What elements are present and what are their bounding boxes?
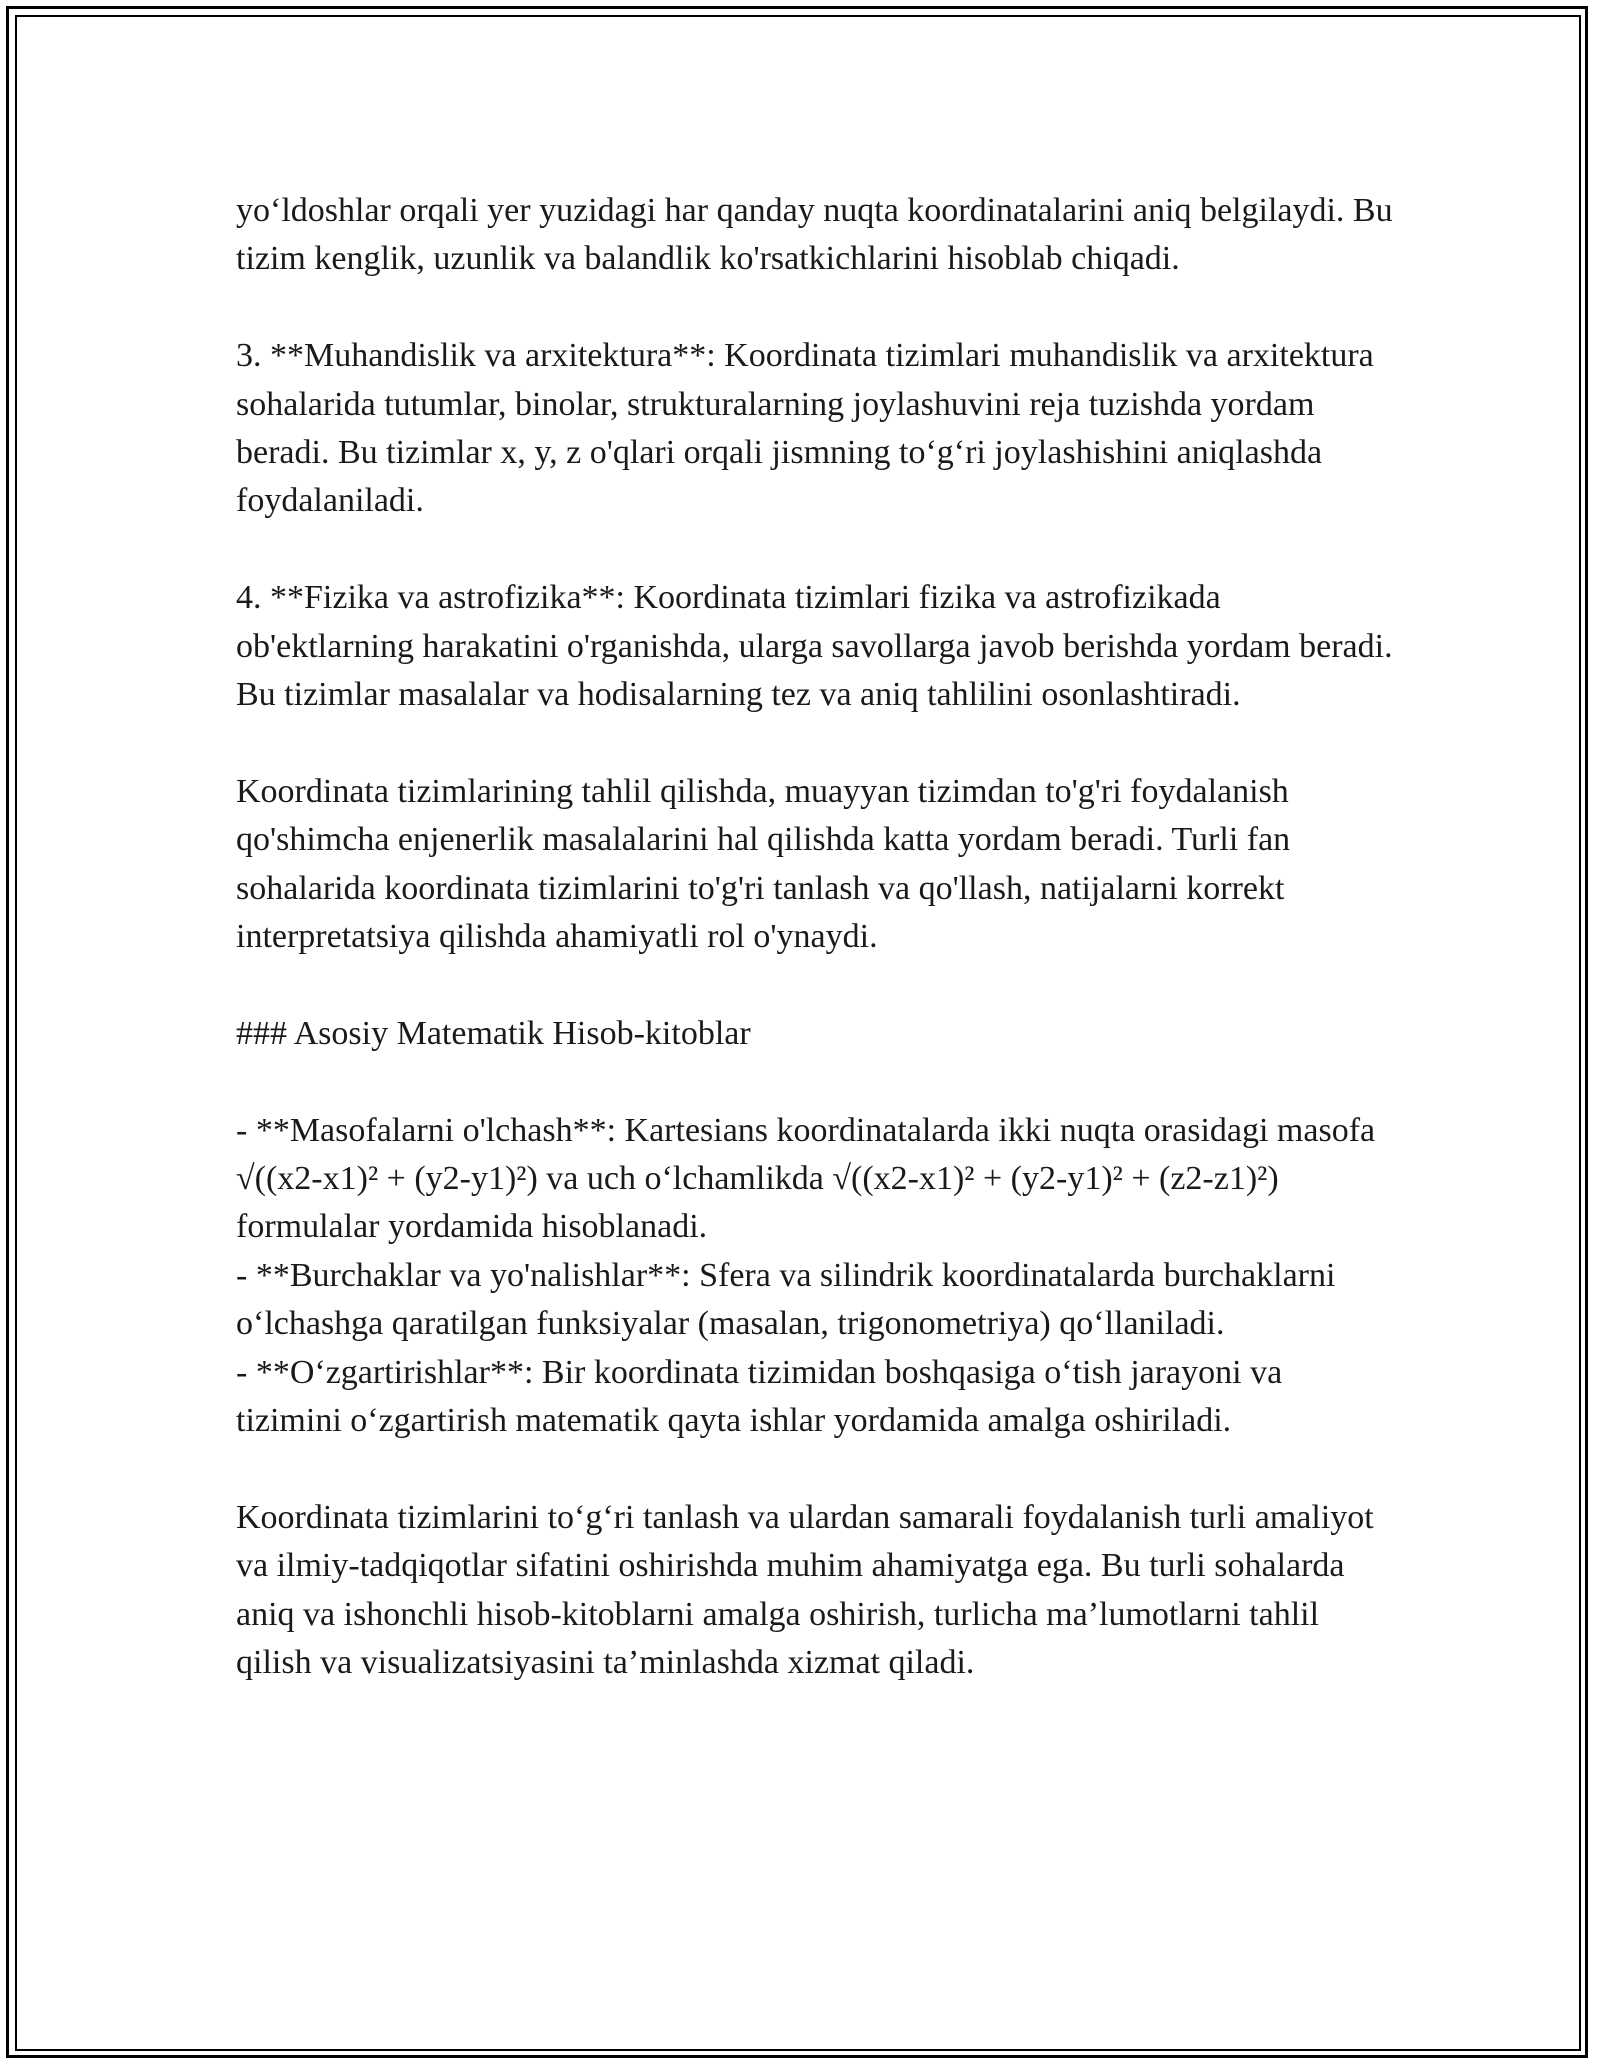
paragraph-gap [236, 719, 1396, 767]
paragraph-physics: 4. **Fizika va astrofizika**: Koordinata tizimlari fizika va astrofizikada ob'ektlarning harakatini o'rganishda, ularga savollarga javob berishda yordam beradi. Bu tizimlar masalalar va hodisalarning tez va aniq tahlilini osonlashtiradi. [236, 579, 1402, 714]
document-body [236, 187, 1402, 1688]
paragraph-gap [236, 1445, 1396, 1493]
section-heading: ### Asosiy Matematik Hisob-kitoblar [236, 1014, 751, 1052]
paragraph-conclusion: Koordinata tizimlarini to‘g‘ri tanlash va ulardan samarali foydalanish turli amaliyot va ilmiy-tadqiqotlar sifatini oshirishda muhim ahamiyatga ega. Bu turli sohalarda aniq va ishonchli hisob-kitoblarni amalga oshirish, turlicha ma’lumotlarni tahlil qilish va visualizatsiyasini ta’minlashda xizmat qiladi. [236, 1498, 1383, 1682]
paragraph-analysis: Koordinata tizimlarining tahlil qilishda, muayyan tizimdan to'g'ri foydalanish qo'shimcha enjenerlik masalalarini hal qilishda katta yordam beradi. Turli fan sohalarida koordinata tizimlarini to'g'ri tanlash va qo'llash, natijalarni korrekt interpretatsiya qilishda ahamiyatli rol o'ynaydi. [236, 772, 1299, 956]
paragraph-gap [236, 284, 1396, 332]
paragraph-gap [236, 526, 1396, 574]
paragraph-gps-continuation: yo‘ldoshlar orqali yer yuzidagi har qanday nuqta koordinatalarini aniq belgilaydi. Bu tizim kenglik, uzunlik va balandlik ko'rsatkichlarini hisoblab chiqadi. [236, 192, 1402, 278]
paragraph-gap [236, 1058, 1396, 1106]
bullet-list: - **Masofalarni o'lchash**: Kartesians koordinatalarda ikki nuqta orasidagi masofa √((x2-x1)² + (y2-y1)²) va uch o‘lchamlikda √((x2-x1)² + (y2-y1)² + (z2-z1)²) formulalar yordamida hisoblanadi. - **Burchaklar va yo'nalishlar**: Sfera va silindrik koordinatalarda burchaklarni o‘lchashga qaratilgan funksiyalar (masalan, trigonometriya) qo‘llaniladi. - **O‘zgartirishlar**: Bir koordinata tizimidan boshqasiga o‘tish jarayoni va tizimini o‘zgartirish matematik qayta ishlar yordamida amalga oshiriladi. [236, 1111, 1376, 1440]
paragraph-engineering: 3. **Muhandislik va arxitektura**: Koordinata tizimlari muhandislik va arxitektura sohalarida tutumlar, binolar, strukturalarning joylashuvini reja tuzishda yordam beradi. Bu tizimlar x, y, z o'qlari orqali jismning to‘g‘ri joylashishini aniqlashda foydalaniladi. [236, 337, 1383, 520]
paragraph-gap [236, 961, 1396, 1009]
